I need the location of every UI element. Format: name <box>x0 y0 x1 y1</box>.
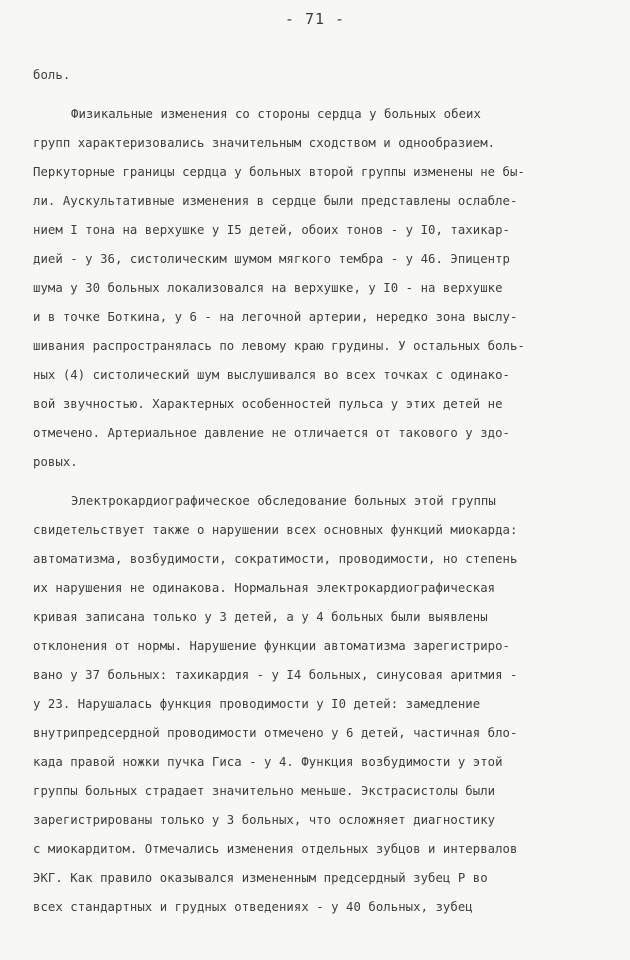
text-line: и в точке Боткина, у 6 - на легочной артерии, нередко зона выслу- <box>33 310 518 324</box>
text-line: вано у 37 больных: тахикардия - у I4 больных, синусовая аритмия - <box>33 668 518 682</box>
text-line: их нарушения не одинакова. Нормальная электрокардиографическая <box>33 581 496 595</box>
text-line: отклонения от нормы. Нарушение функции автоматизма зарегистриро- <box>33 639 511 653</box>
text-line: ровых. <box>33 455 78 469</box>
text-line: ных (4) систолический шум выслушивался во всех точках с одинако- <box>33 368 511 382</box>
text-line: ЭКГ. Как правило оказывался измененным предсердный зубец Р во <box>33 871 488 885</box>
body-text <box>33 61 608 922</box>
text-line: вой звучностью. Характерных особенностей пульса у этих детей не <box>33 397 503 411</box>
text-line: Перкуторные границы сердца у больных второй группы изменены не бы- <box>33 165 525 179</box>
text-line: боль. <box>33 68 71 82</box>
text-line: у 23. Нарушалась функция проводимости у I0 детей: замедление <box>33 697 481 711</box>
text-line: групп характеризовались значительным сходством и однообразием. <box>33 136 496 150</box>
text-line: шума у 30 больных локализовался на верхушке, у I0 - на верхушке <box>33 281 503 295</box>
text-line: шивания распространялась по левому краю грудины. У остальных боль- <box>33 339 525 353</box>
text-line: нием I тона на верхушке у I5 детей, обоих тонов - у I0, тахикар- <box>33 223 511 237</box>
text-line: ли. Аускультативные изменения в сердце были представлены ослабле- <box>33 194 518 208</box>
text-line: с миокардитом. Отмечались изменения отдельных зубцов и интервалов <box>33 842 518 856</box>
text-line: автоматизма, возбудимости, сократимости, проводимости, но степень <box>33 552 518 566</box>
text-line: кривая записана только у 3 детей, а у 4 больных были выявлены <box>33 610 488 624</box>
text-line: свидетельствует также о нарушении всех основных функций миокарда: <box>33 523 518 537</box>
text-line: зарегистрированы только у 3 больных, что осложняет диагностику <box>33 813 496 827</box>
text-line: всех стандартных и грудных отведениях - у 40 больных, зубец <box>33 900 473 914</box>
text-line: группы больных страдает значительно меньше. Экстрасистолы были <box>33 784 496 798</box>
text-line: дией - у 36, систолическим шумом мягкого тембра - у 46. Эпицентр <box>33 252 511 266</box>
text-line: внутрипредсердной проводимости отмечено у 6 детей, частичная бло- <box>33 726 518 740</box>
page-number: - 71 - <box>284 10 346 28</box>
text-line: отмечено. Артериальное давление не отличается от такового у здо- <box>33 426 511 440</box>
paragraph-start-line: Электрокардиографическое обследование больных этой группы <box>71 494 496 508</box>
paragraph-start-line: Физикальные изменения со стороны сердца у больных обеих <box>71 107 481 121</box>
text-line: када правой ножки пучка Гиса - у 4. Функция возбудимости у этой <box>33 755 503 769</box>
